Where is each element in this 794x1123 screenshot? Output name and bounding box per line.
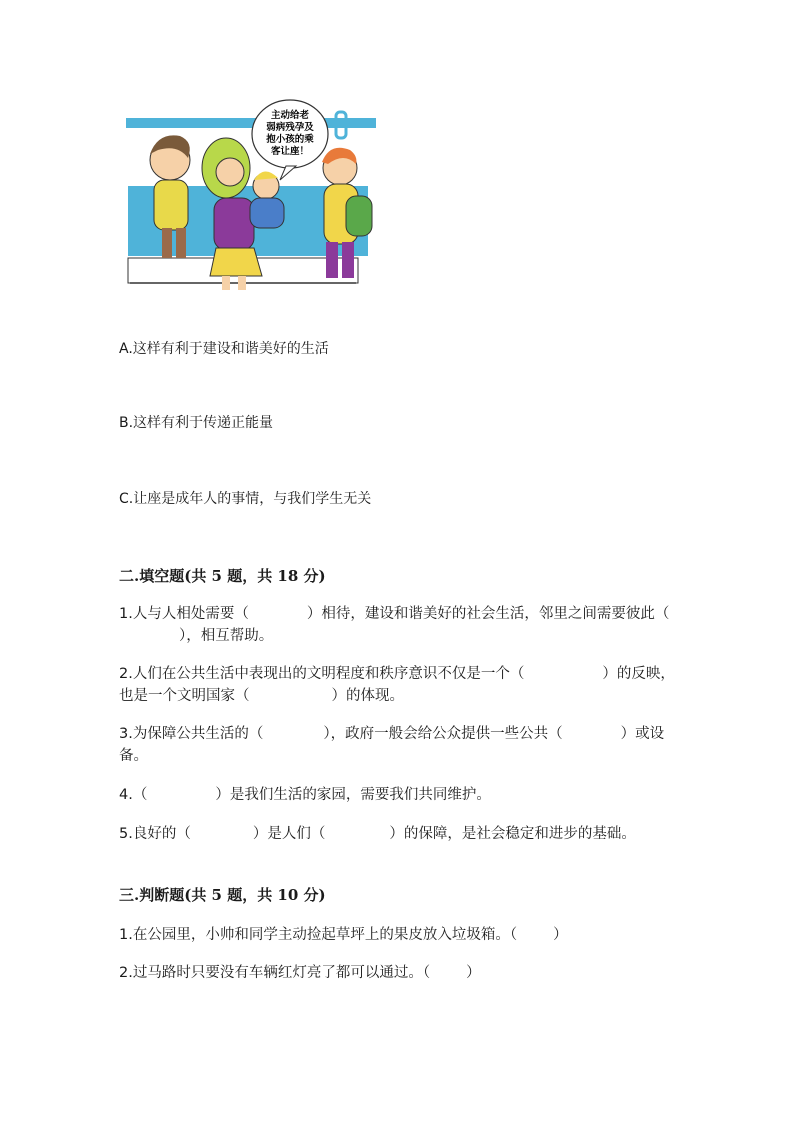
- option-b: B.这样有利于传递正能量: [119, 415, 274, 431]
- question-text: ），政府一般会给公众提供一些公共（: [323, 726, 563, 742]
- question-text: 1.在公园里，小帅和同学主动捡起草坪上的果皮放入垃圾箱。（: [119, 927, 518, 943]
- question-text: 4.（: [119, 787, 148, 803]
- question-text: 5.良好的（: [119, 826, 191, 842]
- question-text: ）相待，建设和谐美好的社会生活，邻里之间需要彼此（: [306, 606, 670, 622]
- question-text: 2.人们在公共生活中表现出的文明程度和秩序意识不仅是一个（: [119, 666, 525, 682]
- question-text: ），相互帮助。: [179, 628, 274, 644]
- question-text: ）或设备。: [119, 726, 665, 764]
- question-text: 2.过马路时只要没有车辆红灯亮了都可以通过。（: [119, 965, 431, 981]
- child: [250, 171, 284, 228]
- question-text: 1.人与人相处需要（: [119, 606, 249, 622]
- question-text: ）的保障，是社会稳定和进步的基础。: [389, 826, 636, 842]
- speech-bubble: [252, 100, 328, 180]
- fill-question-2: [119, 663, 679, 707]
- question-text: ）是人们（: [252, 826, 326, 842]
- question-text: ）: [466, 965, 481, 981]
- fill-question-3: [119, 723, 679, 767]
- bus-seat-illustration: [118, 98, 380, 298]
- bus-window-band: [126, 118, 376, 128]
- question-text: ）的体现。: [331, 688, 404, 704]
- question-text: ）是我们生活的家园，需要我们共同维护。: [215, 787, 491, 803]
- fill-question-1: [119, 603, 679, 647]
- judge-question-2: [119, 962, 679, 984]
- bubble-line-1: 主动给老: [270, 110, 310, 121]
- judge-question-1: [119, 924, 679, 946]
- fill-question-5: [119, 823, 679, 845]
- bubble-line-2: 弱病残孕及: [266, 122, 314, 133]
- bubble-line-3: 抱小孩的乘: [266, 134, 314, 145]
- section-heading-true-false: 三.判断题(共 5 题，共 10 分): [119, 886, 326, 904]
- fill-question-4: [119, 784, 679, 806]
- bubble-line-4: 客让座！: [270, 146, 310, 157]
- question-text: ）的反映，也是一个文明国家（: [119, 666, 675, 704]
- question-text: 3.为保障公共生活的（: [119, 726, 264, 742]
- question-text: ）: [553, 927, 568, 943]
- option-a: A.这样有利于建设和谐美好的生活: [119, 341, 329, 357]
- standing-man: [322, 148, 372, 278]
- option-c: C.让座是成年人的事情，与我们学生无关: [119, 491, 372, 507]
- section-heading-fill-blank: 二.填空题(共 5 题，共 18 分): [119, 567, 326, 585]
